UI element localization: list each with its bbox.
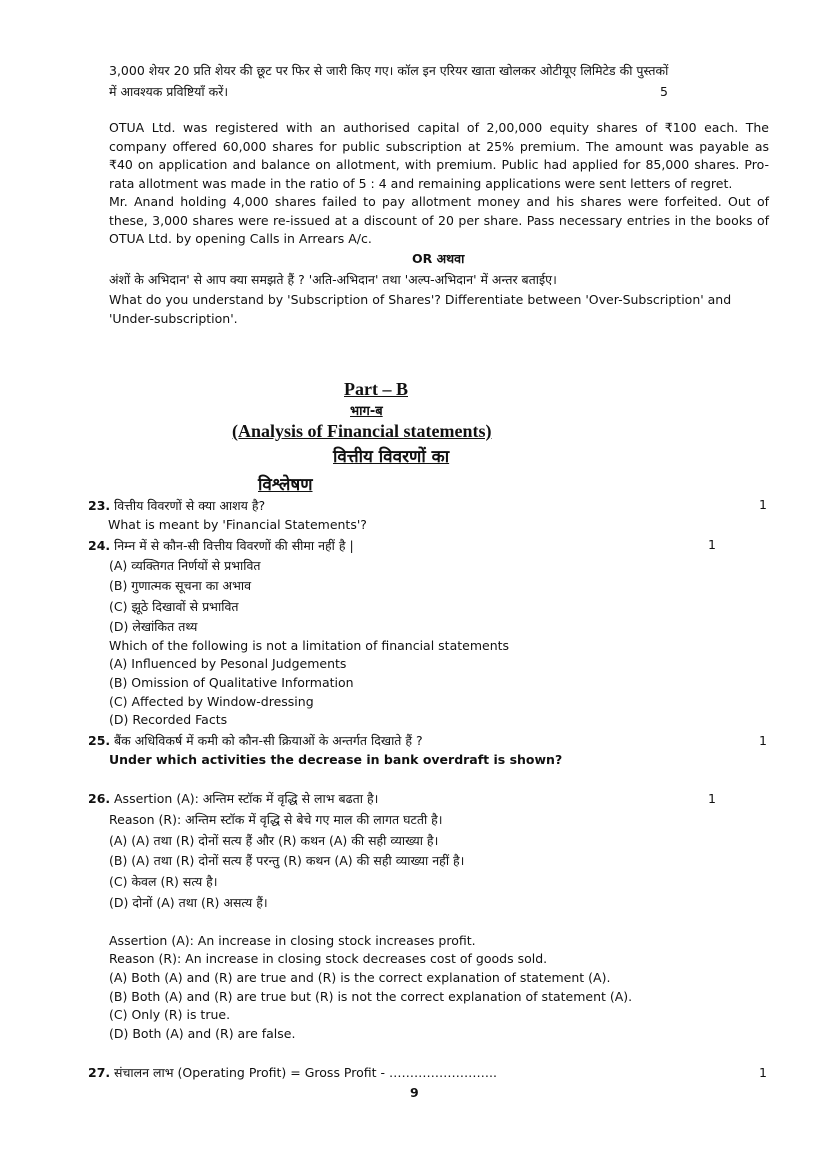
q22-alt-english1: What do you understand by 'Subscription of Shares'? Differentiate between 'Over-Subscription' and — [109, 292, 732, 307]
q24-hindi-option-a: (A) व्यक्तिगत निर्णयों से प्रभावित — [109, 558, 261, 573]
q24-hindi-option-d: (D) लेखांकित तथ्य — [109, 619, 198, 634]
q25-marks: 1 — [759, 733, 767, 748]
part-b-subtitle-hindi2: विश्लेषण — [258, 475, 313, 495]
q22-alt-hindi: अंशों के अभिदान' से आप क्या समझते हैं ? 'अति-अभिदान' तथा 'अल्प-अभिदान' में अन्तर बताईए। — [109, 272, 557, 287]
q24-english-option-b: (B) Omission of Qualitative Information — [109, 675, 354, 690]
q26-hindi-option-d: (D) दोनों (A) तथा (R) असत्य हैं। — [109, 895, 268, 910]
q22-hindi-line2: में आवश्यक प्रविष्टियाँ करें। — [109, 84, 229, 99]
q26-marks: 1 — [708, 791, 716, 806]
part-b-title-hindi: भाग-ब — [350, 404, 383, 419]
q23-english: What is meant by 'Financial Statements'? — [108, 517, 367, 532]
part-b-subtitle-hindi1: वित्तीय विवरणों का — [333, 447, 450, 467]
q26-hindi-option-b: (B) (A) तथा (R) दोनों सत्य हैं परन्तु (R) कथन (A) की सही व्याख्या नहीं है। — [109, 853, 465, 868]
q24-number: 24. — [88, 538, 111, 553]
q26-english-option-d: (D) Both (A) and (R) are false. — [109, 1026, 296, 1041]
q23-hindi: वित्तीय विवरणों से क्या आशय है? — [114, 498, 266, 513]
q23-marks: 1 — [759, 497, 767, 512]
q27-marks: 1 — [759, 1065, 767, 1080]
q26-hindi-reason: Reason (R): अन्तिम स्टॉक में वृद्धि से बेचे गए माल की लागत घटती है। — [109, 812, 443, 827]
q22-english-para2: Mr. Anand holding 4,000 shares failed to pay allotment money and his shares were forfeited. Out of these, 3,000 shares were re-issued at a discount of 20 per share. Pass necessary entries in the books of OTUA Ltd. by opening Calls in Arrears A/c. — [109, 194, 769, 246]
q24-english-option-a: (A) Influenced by Pesonal Judgements — [109, 656, 347, 671]
part-b-title: Part – B — [344, 379, 408, 399]
q24-hindi: निम्न में से कौन-सी वित्तीय विवरणों की सीमा नहीं है | — [114, 538, 354, 553]
q26-english-option-a: (A) Both (A) and (R) are true and (R) is the correct explanation of statement (A). — [109, 970, 611, 985]
q26-hindi-option-a: (A) (A) तथा (R) दोनों सत्य हैं और (R) कथन (A) की सही व्याख्या है। — [109, 833, 439, 848]
q26-hindi-option-c: (C) केवल (R) सत्य है। — [109, 874, 218, 889]
q22-alt-english2: 'Under-subscription'. — [109, 311, 238, 326]
q25-english: Under which activities the decrease in bank overdraft is shown? — [109, 752, 563, 767]
q26-hindi-assertion: Assertion (A): अन्तिम स्टॉक में वृद्धि से लाभ बढता है। — [114, 791, 379, 806]
page-number: 9 — [410, 1085, 419, 1100]
q22-hindi-line1: 3,000 शेयर 20 प्रति शेयर की छूट पर फिर से जारी किए गए। कॉल इन एरियर खाता खोलकर ओटीयूए लिमिटेड की पुस्तकों — [109, 63, 669, 78]
or-label: OR अथवा — [412, 251, 465, 266]
q22-marks: 5 — [660, 84, 668, 99]
q24-english: Which of the following is not a limitation of financial statements — [109, 638, 510, 653]
q26-english-assertion: Assertion (A): An increase in closing stock increases profit. — [109, 933, 476, 948]
q23-number: 23. — [88, 498, 111, 513]
q25-hindi: बैंक अधिविकर्ष में कमी को कौन-सी क्रियाओं के अन्तर्गत दिखाते हैं ? — [114, 733, 423, 748]
q24-english-option-c: (C) Affected by Window-dressing — [109, 694, 314, 709]
q25-number: 25. — [88, 733, 111, 748]
q24-hindi-option-c: (C) झूठे दिखावों से प्रभावित — [109, 599, 239, 614]
q24-english-option-d: (D) Recorded Facts — [109, 712, 228, 727]
q26-number: 26. — [88, 791, 111, 806]
q26-english-option-c: (C) Only (R) is true. — [109, 1007, 231, 1022]
q27-text: संचालन लाभ (Operating Profit) = Gross Profit - …………………….. — [114, 1065, 497, 1080]
q26-english-option-b: (B) Both (A) and (R) are true but (R) is not the correct explanation of statement (A). — [109, 989, 633, 1004]
q26-english-reason: Reason (R): An increase in closing stock decreases cost of goods sold. — [109, 951, 548, 966]
q27-number: 27. — [88, 1065, 111, 1080]
q24-marks: 1 — [708, 537, 716, 552]
q24-hindi-option-b: (B) गुणात्मक सूचना का अभाव — [109, 578, 252, 593]
part-b-subtitle: (Analysis of Financial statements) — [232, 421, 492, 441]
q22-english-para1: OTUA Ltd. was registered with an authorised capital of 2,00,000 equity shares of ₹100 each. The company offered 60,000 shares for public subscription at 25% premium. The amount was payable as ₹40 on application and balance on allotment, with premium. Public had applied for 85,000 shares. Pro-rata allotment was made in the ratio of 5 : 4 and remaining applications were sent letters of regret. — [109, 120, 769, 191]
